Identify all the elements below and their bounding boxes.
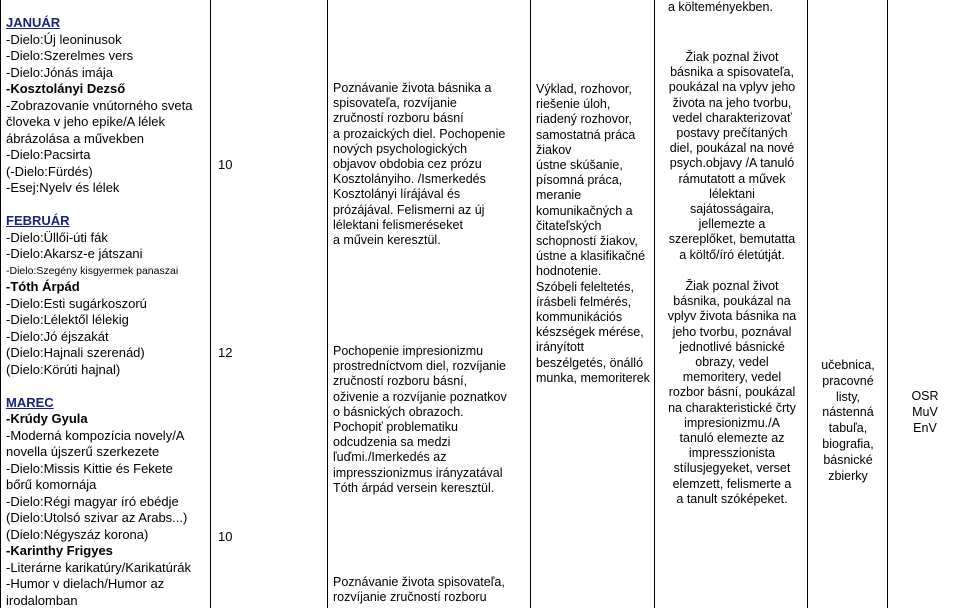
hours-januar: 10 (218, 157, 232, 172)
column-divider (530, 0, 531, 608)
topic-line: (Dielo:Hajnali szerenád) (6, 345, 206, 362)
outcomes-text: Žiak poznal život básnika a spisovateľa, poukázal na vplyv jeho života na jeho tvorbu, vedel charakterizovať postavy prečítaných diel, poukázal na nové psych.objavy /A tanuló rámutatott a művek lélektani sajátosságaira, jellemezte a szereplőket, bemutatta a költő/író életútját. (658, 50, 806, 263)
topic-line: (Dielo:Körúti hajnal) (6, 362, 206, 379)
crosscurricular-text: OSR MuV EnV (890, 389, 960, 436)
topic-line: -Dielo:Új leoninusok (6, 32, 206, 49)
topic-line: irodalomban (6, 593, 206, 609)
outcomes-top (658, 0, 806, 15)
objectives-text: Poznávanie života spisovateľa, rozvíjanie zručností rozboru (333, 575, 528, 605)
hours-marec: 10 (218, 529, 232, 544)
column-divider (210, 0, 211, 608)
objectives-cell-januar (333, 81, 528, 248)
author-krudy: -Krúdy Gyula (6, 411, 206, 428)
aids-text: učebnica, pracovné listy, nástenná tabuľa, biografia, básnické zbierky (810, 358, 886, 484)
topic-line: -Dielo:Régi magyar író ebédje (6, 494, 206, 511)
aids-cell (810, 358, 886, 484)
month-heading-februar: FEBRUÁR (6, 213, 206, 230)
topic-line: -Literárne karikatúry/Karikatúrák (6, 560, 206, 577)
topic-line: -Dielo:Üllői-úti fák (6, 230, 206, 247)
methods-cell (536, 82, 651, 386)
topic-line: (Dielo:Utolsó szivar az Arabs...) (6, 510, 206, 527)
outcomes-cell-februar (658, 279, 806, 507)
author-toth: -Tóth Árpád (6, 279, 206, 296)
topic-line: -Dielo:Lélektől lélekig (6, 312, 206, 329)
topic-line: -Dielo:Szegény kisgyermek panaszai (6, 263, 206, 280)
objectives-text: Poznávanie života básnika a spisovateľa, rozvíjanie zručností rozboru básní a prozaických diel. Pochopenie nových psychologických objavov obdobia cez prózu Kosztolányiho. /Ismerkedés Kosztolányi lírájával és prózájával. Felismerni az új lélektani felismeréseket a művein keresztül. (333, 81, 528, 248)
topic-line: -Dielo:Pacsirta (6, 147, 206, 164)
topic-line: -Esej:Nyelv és lélek (6, 180, 206, 197)
objectives-text: Pochopenie impresionizmu prostredníctvom diel, rozvíjanie zručností rozboru básní, oživenie a rozvíjanie poznatkov o básnických obrazoch. Pochopiť problematiku odcudzenia sa medzi ľuďmi./Imerkedés az impresszionizmus irányzatával Tóth árpád versein keresztül. (333, 344, 528, 496)
topic-line: -Moderná kompozícia novely/A (6, 428, 206, 445)
topics-column (6, 15, 206, 609)
topic-line: -Zobrazovanie vnútorného sveta (6, 98, 206, 115)
objectives-cell-marec (333, 575, 528, 605)
month-heading-marec: MAREC (6, 395, 206, 412)
author-karinthy: -Karinthy Frigyes (6, 543, 206, 560)
crosscurricular-cell (890, 389, 960, 436)
topic-line: -Dielo:Esti sugárkoszorú (6, 296, 206, 313)
column-divider (654, 0, 655, 608)
topic-line: -Dielo:Akarsz-e játszani (6, 246, 206, 263)
methods-text: Výklad, rozhovor, riešenie úloh, riadený rozhovor, samostatná práca žiakov ústne skúšanie, písomná práca, meranie komunikačných a čitateľských schopností žiakov, ústne a klasifikačné hodnotenie. Szóbeli feleltetés, írásbeli felmérés, kommunikációs készségek mérése, irányított beszélgetés, önálló munka, memoriterek (536, 82, 651, 386)
topic-line: -Dielo:Jónás imája (6, 65, 206, 82)
topic-line: -Humor v dielach/Humor az (6, 576, 206, 593)
topic-line: (Dielo:Négyszáz korona) (6, 527, 206, 544)
objectives-cell-februar (333, 344, 528, 496)
topic-line: človeka v jeho epike/A lélek (6, 114, 206, 131)
topic-line: -Dielo:Jó éjszakát (6, 329, 206, 346)
topic-line: ábrázolása a művekben (6, 131, 206, 148)
topic-line: bőrű komornája (6, 477, 206, 494)
outcomes-cell-januar (658, 50, 806, 263)
table-border-left (0, 0, 1, 608)
hours-februar: 12 (218, 345, 232, 360)
column-divider (887, 0, 888, 608)
topic-line: (-Dielo:Fürdés) (6, 164, 206, 181)
month-heading-januar: JANUÁR (6, 15, 206, 32)
column-divider (807, 0, 808, 608)
topic-line: -Dielo:Szerelmes vers (6, 48, 206, 65)
outcomes-text: a költeményekben. (668, 0, 806, 15)
outcomes-text: Žiak poznal život básnika, poukázal na vplyv života básnika na jeho tvorbu, poznával jednotlivé básnické obrazy, vedel memoritery, vedel rozbor básní, poukázal na charakteristické črty impresionizmu./A tanuló elemezte az impresszionista stílusjegyeket, verset elemzett, felismerte a a tanult szóképeket. (658, 279, 806, 507)
topic-line: novella újszerű szerkezete (6, 444, 206, 461)
topic-line: -Dielo:Missis Kittie és Fekete (6, 461, 206, 478)
column-divider (327, 0, 328, 608)
author-kosztolanyi: -Kosztolányi Dezső (6, 81, 206, 98)
